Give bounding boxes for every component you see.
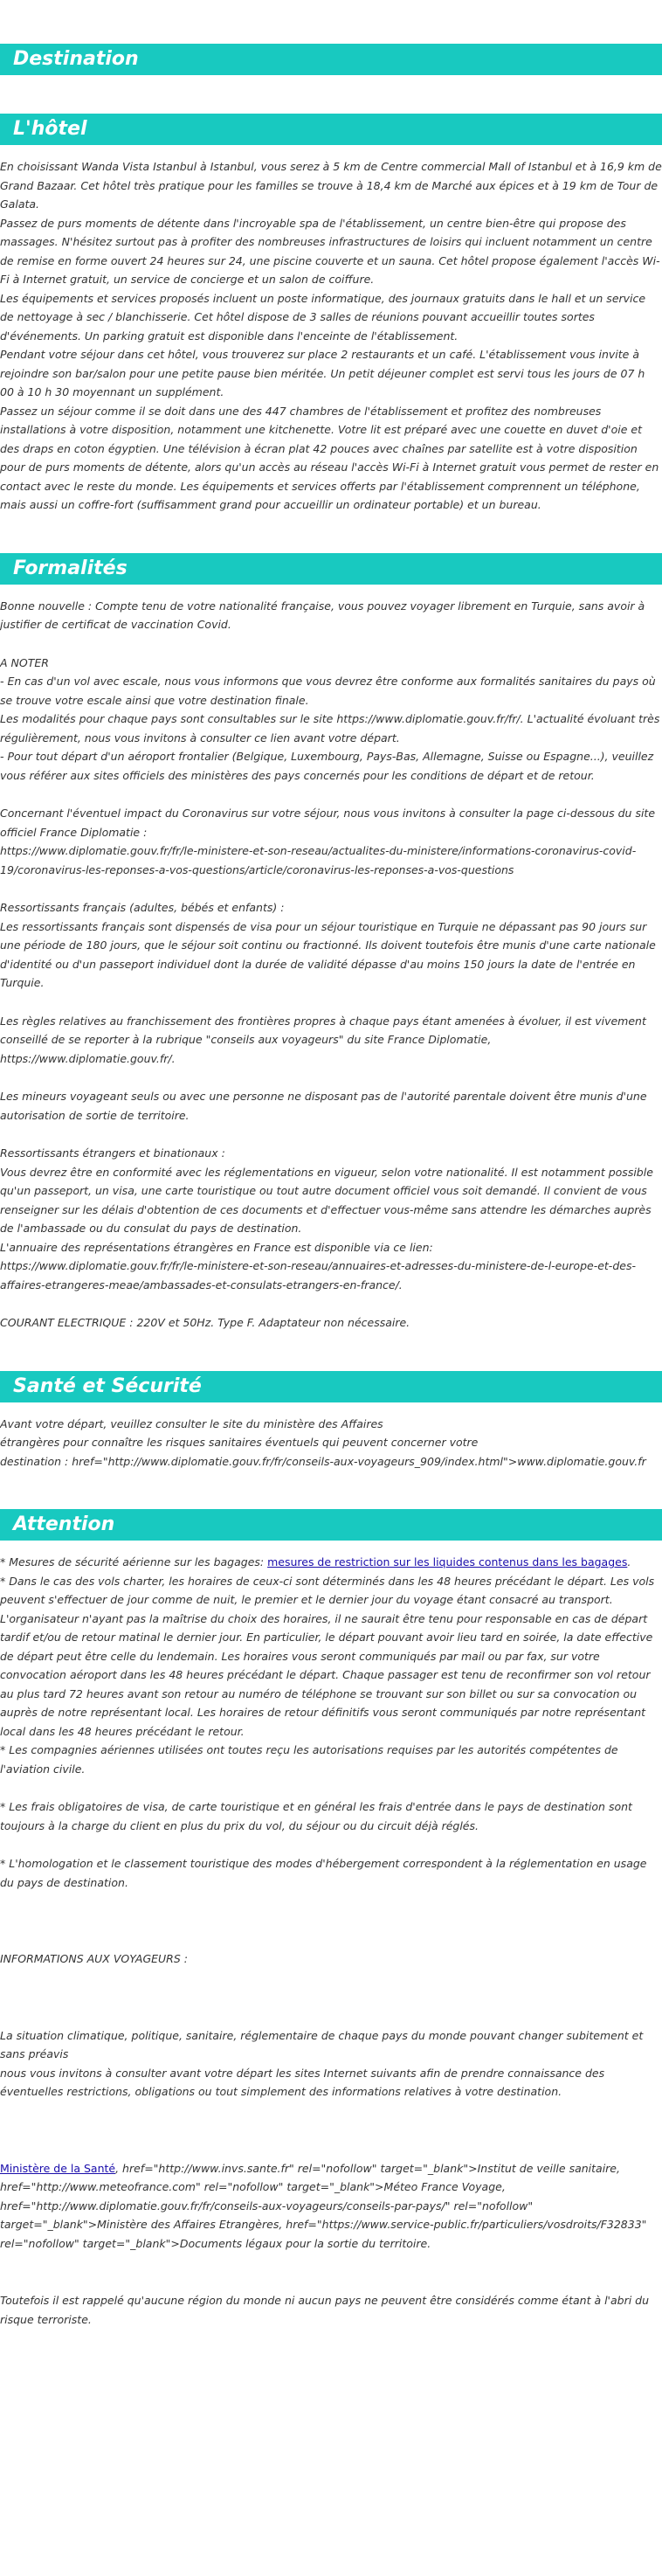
- note-line: Les modalités pour chaque pays sont consultables sur le site https://www.diplomatie.gouv.fr/fr/. L'actualité évoluant très régulièrement, nous vous invitons à consulter ce lien avant votre départ.: [0, 712, 660, 744]
- liquid-restrictions-link[interactable]: mesures de restriction sur les liquides contenus dans les bagages: [267, 1555, 628, 1568]
- border-rules-text: Les règles relatives au franchissement des frontières propres à chaque pays étant amenées à évoluer, il est vivement conseillé de se reporter à la rubrique "conseils aux voyageurs" du site France Diplomatie, https://www.diplomatie.gouv.fr/.: [0, 1014, 646, 1065]
- sante-body: [0, 1415, 662, 1472]
- situation-line: nous vous invitons à consulter avant votre départ les sites Internet suivants afin de prendre connaissance des éventuelles restrictions, obligations ou tout simplement des informations relatives à votre destination.: [0, 2066, 605, 2098]
- terrorism-text: Toutefois il est rappelé qu'aucune région du monde ni aucun pays ne peuvent être considérés comme étant à l'abri du risque terroriste.: [0, 2294, 650, 2326]
- attention-body: [0, 1553, 662, 2329]
- hotel-section: [0, 114, 662, 515]
- attention-title: Attention: [0, 1509, 662, 1541]
- security-prefix: * Mesures de sécurité aérienne sur les bagages:: [0, 1555, 268, 1568]
- situation-line: La situation climatique, politique, sanitaire, réglementaire de chaque pays du monde pouvant changer subitement et sans préavis: [0, 2028, 644, 2060]
- hotel-paragraph: Les équipements et services proposés incluent un poste informatique, des journaux gratuits dans le hall et un service de nettoyage à sec / blanchisserie. Cet hôtel dispose de 3 salles de réunions pouvant accueillir toutes sortes d'événements. Un parking gratuit est disponible dans l'enceinte de l'établissement.: [0, 291, 646, 343]
- attention-section: [0, 1509, 662, 2329]
- hotel-paragraph: En choisissant Wanda Vista Istanbul à Istanbul, vous serez à 5 km de Centre commercial Mall of Istanbul et à 16,9 km de Grand Bazaar. Cet hôtel très pratique pour les familles se trouve à 18,4 km de Marché aux épices et à 19 km de Tour de Galata.: [0, 160, 662, 211]
- charter-text: * Dans le cas des vols charter, les horaires de ceux-ci sont déterminés dans les 48 heures précédant le départ. Les vols peuvent s'effectuer de jour comme de nuit, le premier et le dernier jour du voyage étant consacré au transport. L'organisateur n'ayant pas la maîtrise du choix des horaires, il ne saurait être tenu pour responsable en cas de départ tardif et/ou de retour matinal le dernier jour. En particulier, le départ pouvant avoir lieu tard en soirée, la date effective de départ peut être celle du lendemain. Les horaires vous seront communiqués par mail ou par fax, sur votre convocation aéroport dans les 48 heures précédant le départ. Chaque passager est tenu de reconfirmer son vol retour au plus tard 72 heures avant son retour au numéro de téléphone se trouvant sur son billet ou sur sa convocation ou auprès de notre représentant local. Les horaires de retour définitifs vous seront communiqués par notre représentant local dans les 48 heures précédant le retour.: [0, 1574, 655, 1738]
- foreign-line: L'annuaire des représentations étrangères en France est disponible via ce lien:: [0, 1240, 433, 1254]
- hotel-title: L'hôtel: [0, 114, 662, 145]
- hotel-description: [0, 157, 662, 515]
- hotel-paragraph: Passez de purs moments de détente dans l'incroyable spa de l'établissement, un centre bien-être qui propose des massages. N'hésitez surtout pas à profiter des nombreuses infrastructures de loisirs qui incluent notamment un centre de remise en forme ouvert 24 heures sur 24, une piscine couverte et un sauna. Cet hôtel propose également l'accès Wi-Fi à Internet gratuit, un service de concierge et un salon de coiffure.: [0, 216, 660, 286]
- hotel-paragraph: Passez un séjour comme il se doit dans une des 447 chambres de l'établissement et profitez des nombreuses installations à votre disposition, notamment une kitchenette. Votre lit est préparé avec une couette en duvet d'oie et des draps en coton égyptien. Une télévision à écran plat 42 pouces avec chaînes par satellite est à votre disposition pour de purs moments de détente, alors qu'un accès au réseau l'accès Wi-Fi à Internet gratuit vous permet de rester en contact avec le reste du monde. Les équipements et services offerts par l'établissement comprennent un téléphone, mais aussi un coffre-fort (suffisamment grand pour accueillir un ordinateur portable) et un bureau.: [0, 404, 659, 511]
- sante-section: [0, 1371, 662, 1472]
- security-suffix: .: [627, 1555, 631, 1568]
- links-text: , href="http://www.invs.sante.fr" rel="nofollow" target="_blank">Institut de veille sanitaire, href="http://www.meteofrance.com" rel="nofollow" target="_blank">Méteo France Voyage, href="http://www.diplomatie.gouv.fr/fr/conseils-aux-voyageurs/conseils-par-pays/" rel="nofollow" target="_blank">Ministère des Affaires Etrangères, href="https://www.service-public.fr/particuliers/vosdroits/F32833" rel="nofollow" target="_blank">Documents légaux pour la sortie du territoire.: [0, 2161, 647, 2250]
- sante-line: destination : href="http://www.diplomatie.gouv.fr/fr/conseils-aux-voyageurs_909/index.html">www.diplomatie.gouv.fr: [0, 1454, 646, 1468]
- covid-line: Concernant l'éventuel impact du Coronavirus sur votre séjour, nous vous invitons à consulter la page ci-dessous du site officiel France Diplomatie :: [0, 807, 656, 839]
- note-line: - En cas d'un vol avec escale, nous vous informons que vous devrez être conforme aux formalités sanitaires du pays où se trouve votre escale ainsi que votre destination finale.: [0, 675, 656, 707]
- french-nationals-text: Les ressortissants français sont dispensés de visa pour un séjour touristique en Turquie ne dépassant pas 90 jours sur une période de 180 jours, que le séjour soit continu ou fractionné. Ils doivent toutefois être munis d'une carte nationale d'identité ou d'un passeport individuel dont la durée de validité dépasse d'au moins 150 jours la date de l'entrée en Turquie.: [0, 919, 656, 989]
- fees-text: * Les frais obligatoires de visa, de carte touristique et en général les frais d'entrée dans le pays de destination sont toujours à la charge du client en plus du prix du vol, du séjour ou du circuit déjà réglés.: [0, 1800, 632, 1832]
- airlines-text: * Les compagnies aériennes utilisées ont toutes reçu les autorisations requises par les autorités compétentes de l'aviation civile.: [0, 1743, 618, 1776]
- formalites-body: [0, 597, 662, 1333]
- hotel-paragraph: Pendant votre séjour dans cet hôtel, vous trouverez sur place 2 restaurants et un café. L'établissement vous invite à rejoindre son bar/salon pour une petite pause bien méritée. Un petit déjeuner complet est servi tous les jours de 07 h 00 à 10 h 30 moyennant un supplément.: [0, 348, 645, 398]
- destination-section: [0, 44, 662, 75]
- sante-ministry-link[interactable]: Ministère de la Santé: [0, 2161, 116, 2175]
- note-heading: A NOTER: [0, 655, 49, 669]
- destination-title: Destination: [0, 44, 662, 75]
- formalites-section: [0, 553, 662, 1333]
- links-line: [0, 2159, 662, 2254]
- electric-current: COURANT ELECTRIQUE : 220V et 50Hz. Type F. Adaptateur non nécessaire.: [0, 1316, 410, 1329]
- foreign-line: Vous devrez être en conformité avec les réglementations en vigueur, selon votre nationalité. Il est notamment possible qu'un passeport, un visa, une carte touristique ou tout autre document officiel vous soit demandé. Il convient de vous renseigner sur les délais d'obtention de ces documents et d'effectuer vous-même sans attendre les démarches auprès de l'ambassade ou du consulat du pays de destination.: [0, 1165, 653, 1235]
- homologation-text: * L'homologation et le classement touristique des modes d'hébergement correspondent à la réglementation en usage du pays de destination.: [0, 1857, 647, 1889]
- french-nationals-heading: Ressortissants français (adultes, bébés et enfants) :: [0, 901, 285, 914]
- foreign-nationals-heading: Ressortissants étrangers et binationaux :: [0, 1146, 225, 1160]
- security-line: [0, 1553, 662, 1572]
- formalites-title: Formalités: [0, 553, 662, 585]
- note-line: - Pour tout départ d'un aéroport frontalier (Belgique, Luxembourg, Pays-Bas, Allemagne, Suisse ou Espagne...), veuillez vous référer aux sites officiels des ministères des pays concernés pour les conditions de départ et de retour.: [0, 750, 654, 782]
- sante-line: étrangères pour connaître les risques sanitaires éventuels qui peuvent concerner votre: [0, 1436, 479, 1449]
- foreign-url: https://www.diplomatie.gouv.fr/fr/le-ministere-et-son-reseau/annuaires-et-adresses-du-ministere-de-l-europe-et-des-affaires-etrangeres-meae/ambassades-et-consulats-etrangers-en-france/.: [0, 1259, 636, 1291]
- covid-free-note: Bonne nouvelle : Compte tenu de votre nationalité française, vous pouvez voyager librement en Turquie, sans avoir à justifier de certificat de vaccination Covid.: [0, 599, 645, 631]
- covid-url: https://www.diplomatie.gouv.fr/fr/le-ministere-et-son-reseau/actualites-du-ministere/informations-coronavirus-covid-19/coronavirus-les-reponses-a-vos-questions/article/coronavirus-les-reponses-a-vos-questions: [0, 844, 637, 876]
- minors-text: Les mineurs voyageant seuls ou avec une personne ne disposant pas de l'autorité parentale doivent être munis d'une autorisation de sortie de territoire.: [0, 1090, 647, 1122]
- info-heading: INFORMATIONS AUX VOYAGEURS :: [0, 1952, 188, 1965]
- sante-title: Santé et Sécurité: [0, 1371, 662, 1402]
- sante-line: Avant votre départ, veuillez consulter le site du ministère des Affaires: [0, 1416, 383, 1430]
